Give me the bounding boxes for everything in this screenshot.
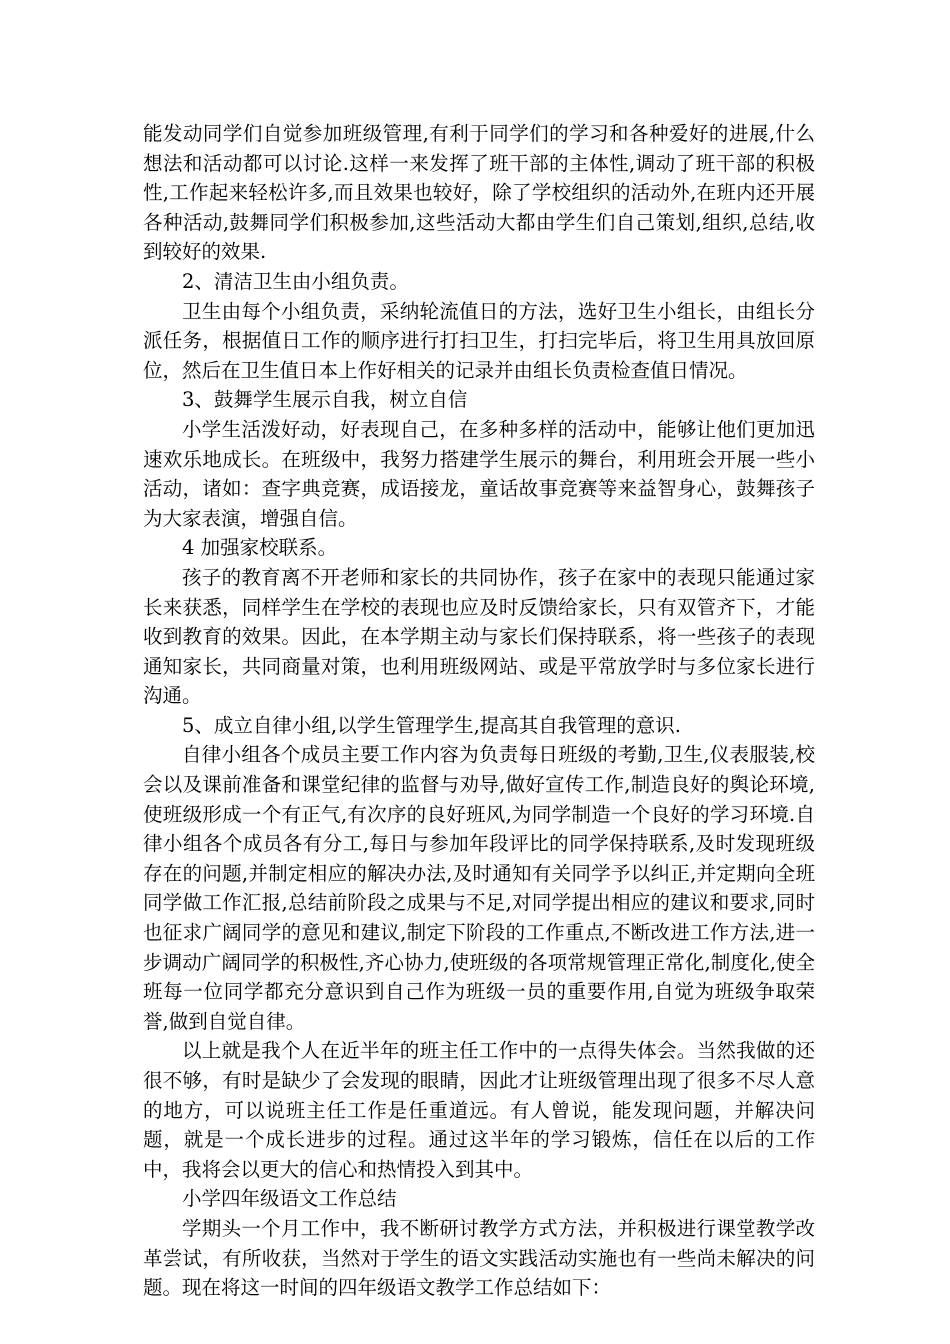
paragraph-grade4-intro: 学期头一个月工作中，我不断研讨教学方式方法，并积极进行课堂教学改革尝试，有所收获，当然对于学生的语文实践活动实施也有一些尚未解决的问题。现在将这一时间的四年级语文教学工作总结如下： — [143, 1216, 815, 1300]
paragraph-self-discipline-duties: 自律小组各个成员主要工作内容为负责每日班级的考勤,卫生,仪表服装,校会以及课前准备和课堂纪律的监督与劝导,做好宣传工作,制造良好的舆论环境,使班级形成一个有正气,有次序的良好班风,为同学制造一个良好的学习环境.自律小组各个成员各有分工,每日与参加年段评比的同学保持联系,及时发现班级存在的问题,并制定相应的解决办法,及时通知有关同学予以纠正,并定期向全班同学做工作汇报,总结前阶段之成果与不足,对同学提出相应的建议和要求,同时也征求广阔同学的意见和建议,制定下阶段的工作重点,不断改进工作方法,进一步调动广阔同学的积极性,齐心协力,使班级的各项常规管理正常化,制度化,使全班每一位同学都充分意识到自己作为班级一员的重要作用,自觉为班级争取荣誉,做到自觉自律。 — [143, 743, 815, 1033]
paragraph-cleaning-duty: 卫生由每个小组负责，采纳轮流值日的方法，选好卫生小组长，由组长分派任务，根据值日工作的顺序进行打扫卫生，打扫完毕后，将卫生用具放回原位，然后在卫生值日本上作好相关的记录并由组长负责检查值日情况。 — [143, 299, 815, 382]
document-body — [143, 119, 815, 1303]
paragraph-student-activities: 小学生活泼好动，好表现自己，在多种多样的活动中，能够让他们更加迅速欢乐地成长。在班级中，我努力搭建学生展示的舞台，利用班会开展一些小活动，诸如：查字典竞赛，成语接龙，童话故事竞赛等来益智身心，鼓舞孩子为大家表演，增强自信。 — [143, 417, 815, 530]
heading-self-discipline-group: 5、成立自律小组,以学生管理学生,提高其自我管理的意识. — [182, 713, 682, 737]
heading-cleaning-by-groups: 2、清洁卫生由小组负责。 — [182, 269, 409, 293]
heading-grade4-chinese-summary: 小学四年级语文工作总结 — [182, 1187, 397, 1211]
paragraph-conclusion: 以上就是我个人在近半年的班主任工作中的一点得失体会。当然我做的还很不够，有时是缺少了会发现的眼睛，因此才让班级管理出现了很多不尽人意的地方，可以说班主任工作是任重道远。有人曾说，能发现问题，并解决问题，就是一个成长进步的过程。通过这半年的学习锻炼，信任在以后的工作中，我将会以更大的信心和热情投入到其中。 — [143, 1039, 815, 1181]
heading-home-school-contact: 4 加强家校联系。 — [182, 536, 338, 560]
paragraph-class-cadre-management: 能发动同学们自觉参加班级管理,有利于同学们的学习和各种爱好的进展,什么想法和活动都可以讨论.这样一来发挥了班干部的主体性,调动了班干部的积极性,工作起来轻松许多,而且效果也较好，除了学校组织的活动外,在班内还开展各种活动,鼓舞同学们积极参加,这些活动大都由学生们自己策划,组织,总结,收到较好的效果. — [143, 122, 815, 264]
heading-encourage-self-expression: 3、鼓舞学生展示自我，树立自信 — [182, 388, 468, 412]
paragraph-parent-communication: 孩子的教育离不开老师和家长的共同协作，孩子在家中的表现只能通过家长来获悉，同样学生在学校的表现也应及时反馈给家长，只有双管齐下，才能收到教育的效果。因此，在本学期主动与家长们保持联系，将一些孩子的表现通知家长，共同商量对策，也利用班级网站、或是平常放学时与多位家长进行沟通。 — [143, 565, 815, 708]
